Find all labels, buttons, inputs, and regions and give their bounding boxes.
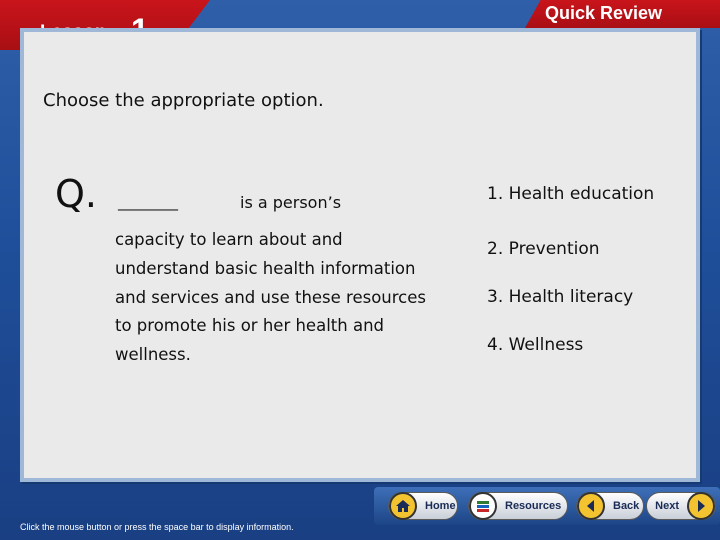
resources-button[interactable]	[468, 492, 568, 520]
back-label: Back	[613, 500, 640, 512]
instruction-text: Choose the appropriate option.	[43, 90, 324, 111]
option-1[interactable]: 1. Health education	[487, 184, 655, 204]
arrow-left-icon	[577, 492, 605, 520]
home-icon	[389, 492, 417, 520]
next-button[interactable]	[646, 492, 716, 520]
resources-label: Resources	[505, 500, 562, 512]
next-label: Next	[655, 500, 679, 512]
option-2[interactable]: 2. Prevention	[487, 239, 600, 259]
home-button[interactable]	[388, 492, 458, 520]
arrow-right-icon	[687, 492, 715, 520]
option-3[interactable]: 3. Health literacy	[487, 287, 634, 307]
back-button[interactable]	[576, 492, 644, 520]
home-label: Home	[425, 500, 456, 512]
answer-blank: ________	[118, 193, 178, 211]
option-4[interactable]: 4. Wellness	[487, 335, 584, 355]
question-body: capacity to learn about and understand basic health information and services and use these resources to promote his or her health and wellness.	[115, 230, 427, 365]
footer-hint: Click the mouse button or press the space bar to display information.	[20, 522, 294, 532]
section-title: Quick Review	[545, 3, 663, 23]
question-label: Q.	[55, 172, 97, 216]
question-lead: is a person’s	[240, 193, 342, 212]
book-icon	[469, 492, 497, 520]
